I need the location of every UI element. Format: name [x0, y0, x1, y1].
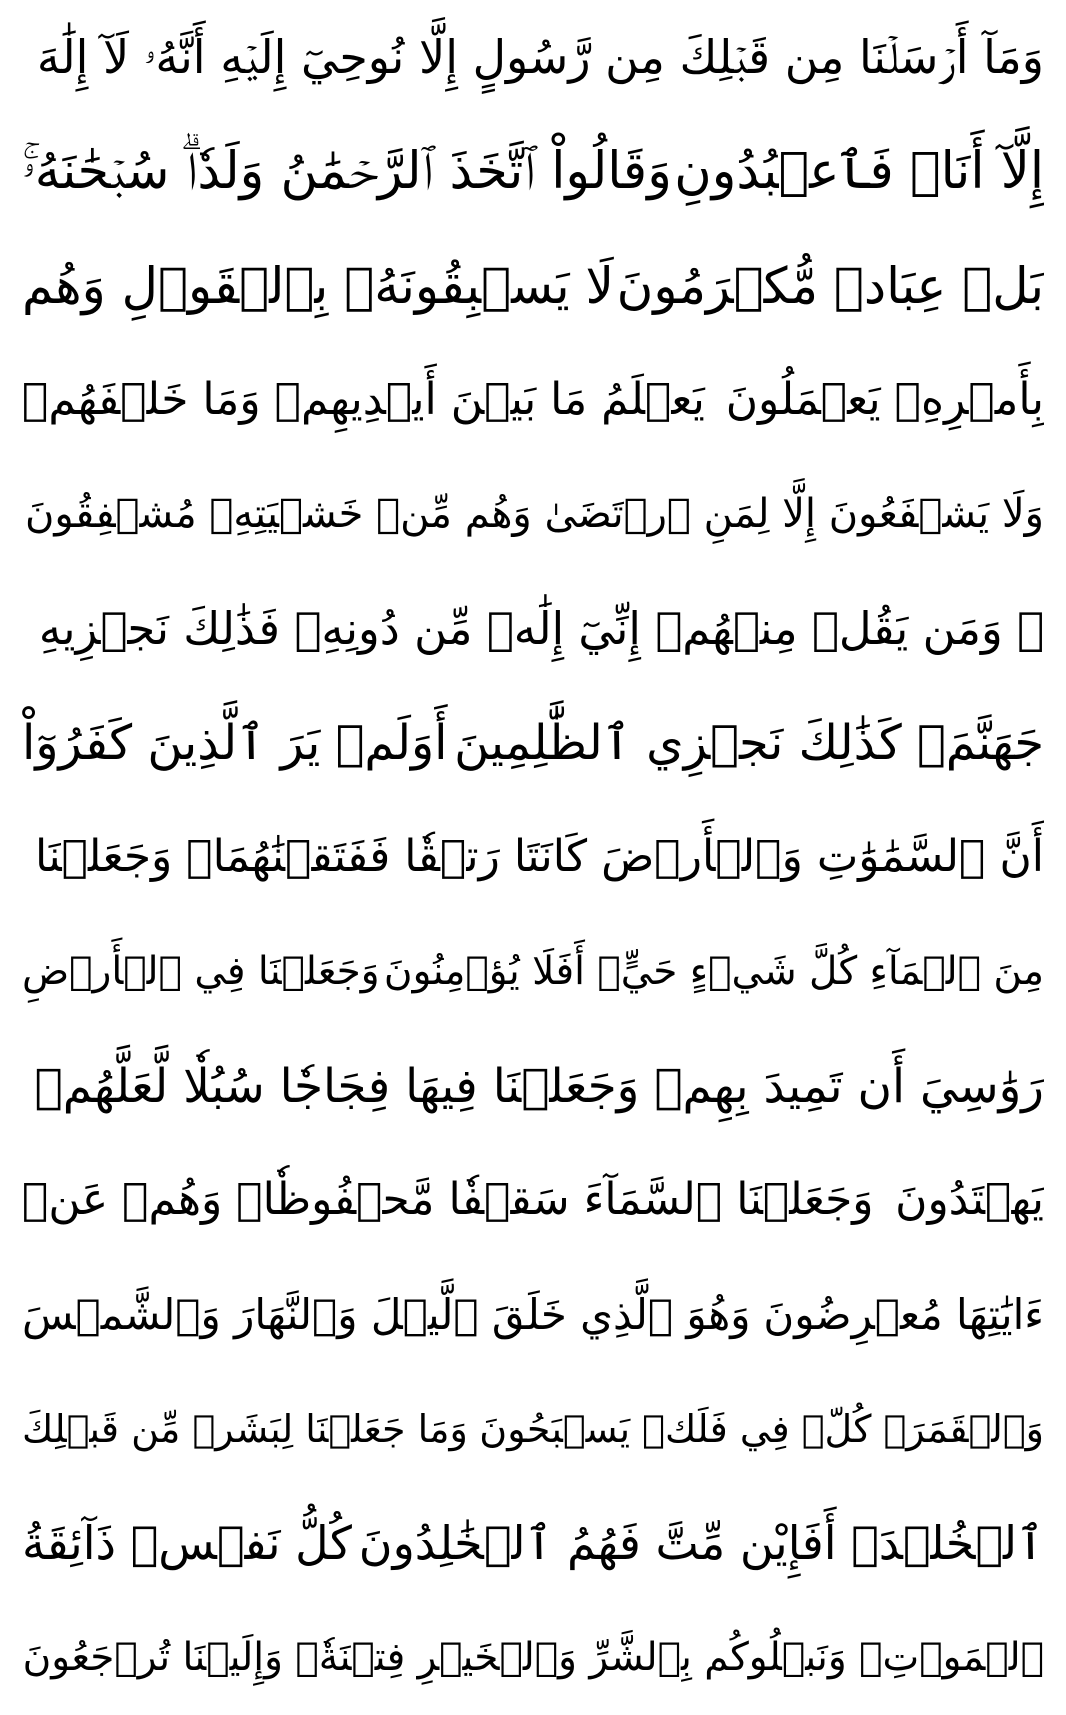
verse-text: يَعۡلَمُ مَا بَيۡنَ أَيۡدِيهِمۡ وَمَا خَلۡفَهُمۡ [22, 374, 705, 426]
line-4 [22, 343, 1044, 457]
verse-text: ءَايَٰتِهَا مُعۡرِضُونَ [763, 1289, 1044, 1339]
verse-text: كُلُّ نَفۡسٖ ذَآئِقَةُ [22, 1516, 352, 1571]
verse-text: أَنَّ ٱلسَّمَٰوَٰتِ وَٱلۡأَرۡضَ كَانَتَا رَتۡقٗا فَفَتَقۡنَٰهُمَاۖ وَجَعَلۡنَا [34, 831, 1044, 883]
verse-text: أَوَلَمۡ يَرَ ٱلَّذِينَ كَفَرُوٓاْ [22, 715, 448, 772]
line-14 [22, 1486, 1044, 1600]
verse-text: ۞ وَمَن يَقُلۡ مِنۡهُمۡ إِنِّيٓ إِلَٰهٞ مِّن دُونِهِۦ فَذَٰلِكَ نَجۡزِيهِ [38, 602, 1044, 656]
line-7 [22, 686, 1044, 800]
line-11 [22, 1143, 1044, 1257]
verse-text: وَلَا يَشۡفَعُونَ إِلَّا لِمَنِ ٱرۡتَضَىٰ وَهُم مِّنۡ خَشۡيَتِهِۦ مُشۡفِقُونَ [25, 491, 1044, 538]
verse-lines [22, 0, 1044, 1715]
line-1 [22, 0, 1044, 114]
line-6 [22, 572, 1044, 686]
line-8 [22, 800, 1044, 914]
verse-text: ٱلۡمَوۡتِۗ وَنَبۡلُوكُم بِٱلشَّرِّ وَٱلۡخَيۡرِ فِتۡنَةٗۖ وَإِلَيۡنَا تُرۡجَعُونَ [22, 1635, 1044, 1681]
verse-text: وَهُوَ ٱلَّذِي خَلَقَ ٱلَّيۡلَ وَٱلنَّهَارَ وَٱلشَّمۡسَ [22, 1289, 751, 1339]
verse-text: ٱلۡخُلۡدَۖ أَفَإِيْن مِّتَّ فَهُمُ ٱلۡخَٰلِدُونَ [358, 1516, 1044, 1571]
verse-text: لَا يَسۡبِقُونَهُۥ بِٱلۡقَوۡلِ وَهُم [22, 256, 615, 315]
line-5 [22, 457, 1044, 571]
verse-text: وَٱلۡقَمَرَۖ كُلّٞ فِي فَلَكٖ يَسۡبَحُونَ [479, 1407, 1044, 1452]
line-13 [22, 1372, 1044, 1486]
line-9 [22, 915, 1044, 1029]
line-2 [22, 114, 1044, 228]
verse-text: وَمَآ أَرۡسَلۡنَا مِن قَبۡلِكَ مِن رَّسُولٍ إِلَّا نُوحِيٓ إِلَيۡهِ أَنَّهُۥ لَآ إِلَٰهَ [36, 30, 1044, 85]
verse-text: جَهَنَّمَۚ كَذَٰلِكَ نَجۡزِي ٱلظَّٰلِمِينَ [454, 715, 1044, 772]
line-12 [22, 1258, 1044, 1372]
line-10 [22, 1029, 1044, 1143]
verse-text: مِنَ ٱلۡمَآءِ كُلَّ شَيۡءٍ حَيٍّۚ أَفَلَا يُؤۡمِنُونَ [383, 949, 1044, 995]
verse-text: بِأَمۡرِهِۦ يَعۡمَلُونَ [725, 374, 1044, 426]
verse-text: يَهۡتَدُونَ [895, 1174, 1044, 1226]
verse-text: وَمَا جَعَلۡنَا لِبَشَرٖ مِّن قَبۡلِكَ [22, 1407, 468, 1452]
verse-text: إِلَّآ أَنَا۠ فَٱعۡبُدُونِ [674, 141, 1044, 201]
line-3 [22, 229, 1044, 343]
verse-text: رَوَٰسِيَ أَن تَمِيدَ بِهِمۡ وَجَعَلۡنَا فِيهَا فِجَاجٗا سُبُلٗا لَّعَلَّهُمۡ [34, 1058, 1044, 1114]
verse-text: وَجَعَلۡنَا ٱلسَّمَآءَ سَقۡفٗا مَّحۡفُوظٗاۖ وَهُمۡ عَنۡ [22, 1174, 874, 1226]
verse-text: بَلۡ عِبَادٞ مُّكۡرَمُونَ [616, 256, 1044, 315]
line-15 [22, 1601, 1044, 1715]
verse-text: وَجَعَلۡنَا فِي ٱلۡأَرۡضِ [22, 949, 380, 995]
verse-text: وَقَالُواْ ٱتَّخَذَ ٱلرَّحۡمَٰنُ وَلَدٗاۗ سُبۡحَٰنَهُۥۚ [22, 141, 672, 201]
